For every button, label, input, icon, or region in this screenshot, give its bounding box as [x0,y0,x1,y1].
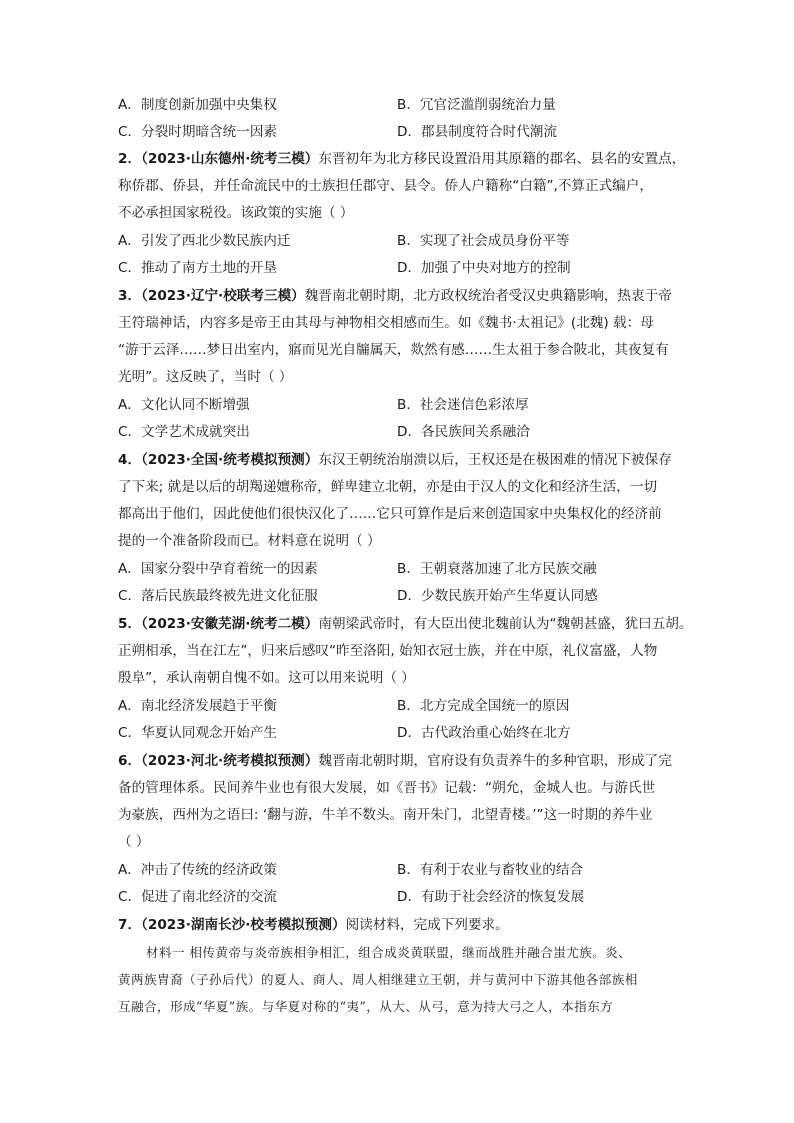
q3-option-a[interactable]: A．文化认同不断增强 [118,397,250,413]
q4-stem-line-2: 了下来; 就是以后的胡羯递嬗称帝，鲜卑建立北朝，亦是由于汉人的文化和经济生活，一切 [118,479,658,495]
q2-text-1: 东晋初年为北方移民设置沿用其原籍的郡名、县名的安置点， [318,151,686,167]
q3-stem-line-1 [118,287,672,305]
q3-stem-line-2: 王符瑞神话，内容多是帝王由其母与神物相交相感而生。如《魏书·太祖记》(北魏) 载：母 [118,315,654,331]
q3-option-c[interactable]: C．文学艺术成就突出 [118,424,250,440]
q5-text-1: 南朝梁武帝时，有大臣出使北魏前认为“魏朝甚盛，犹曰五胡。 [318,616,693,632]
q6-stem-line-4: （ ） [118,834,150,850]
q4-number: 4． [118,452,142,468]
q4-stem-line-1 [118,451,672,469]
q4-stem-line-3: 都高出于他们，因此使他们很快汉化了……它只可算作是后来创造国家中央集权化的经济前 [118,506,662,522]
q3-number: 3． [118,288,142,304]
q3-option-d[interactable]: D．各民族间关系融洽 [397,424,530,440]
q1-option-b[interactable]: B．冗官泛滥削弱统治力量 [397,97,556,113]
q4-option-b[interactable]: B．王朝衰落加速了北方民族交融 [397,561,597,577]
q3-stem-line-4: 光明”。这反映了，当时（ ） [118,369,293,385]
q5-option-d[interactable]: D．古代政治重心始终在北方 [397,725,571,741]
q2-stem-line-2: 称侨郡、侨县，并任命流民中的士族担任郡守、县令。侨人户籍称“白籍”,不算正式编户， [118,178,653,194]
q6-number: 6． [118,753,142,769]
q7-source: （2023·湖南长沙·校考模拟预测） [141,917,346,933]
q2-number: 2． [118,151,142,167]
q2-source: （2023·山东德州·统考三模） [141,151,319,167]
q6-stem-line-3: 为豪族，西州为之语曰: ‘翻与游，牛羊不数头。南开朱门，北望青楼。’”这一时期的养牛业 [118,807,653,823]
q4-stem-line-4: 提的一个准备阶段而已。材料意在说明（ ） [118,533,381,549]
q3-source: （2023·辽宁·校联考三模） [141,288,305,304]
q5-stem-line-3: 殷阜”，承认南朝自愧不如。这可以用来说明（ ） [118,670,415,686]
q4-option-a[interactable]: A．国家分裂中孕育着统一的因素 [118,561,318,577]
q4-option-d[interactable]: D．少数民族开始产生华夏认同感 [397,588,598,604]
q3-option-b[interactable]: B．社会迷信色彩浓厚 [397,397,529,413]
q7-prompt: 阅读材料，完成下列要求。 [345,917,509,933]
q7-number: 7． [118,917,142,933]
q2-option-d[interactable]: D．加强了中央对地方的控制 [397,260,571,276]
q5-number: 5． [118,616,142,632]
q1-option-d[interactable]: D．郡县制度符合时代潮流 [397,124,557,140]
q6-option-c[interactable]: C．促进了南北经济的交流 [118,889,278,905]
q2-option-b[interactable]: B．实现了社会成员身份平等 [397,233,570,249]
q4-option-c[interactable]: C．落后民族最终被先进文化征服 [118,588,318,604]
q5-source: （2023·安徽芜湖·统考二模） [141,616,319,632]
q6-source: （2023·河北·统考模拟预测） [141,753,319,769]
q6-stem-line-2: 备的管理体系。民间养牛业也有很大发展，如《晋书》记载：“朔允，金城人也。与游氏世 [118,780,656,796]
q6-stem-line-1 [118,752,672,770]
q6-option-a[interactable]: A．冲击了传统的经济政策 [118,862,277,878]
q5-option-b[interactable]: B．北方完成全国统一的原因 [397,698,570,714]
q4-source: （2023·全国·统考模拟预测） [141,452,319,468]
q7-stem-line-1 [118,916,509,934]
q1-option-a[interactable]: A．制度创新加强中央集权 [118,97,277,113]
q6-option-d[interactable]: D．有助于社会经济的恢复发展 [397,889,585,905]
q5-option-a[interactable]: A．南北经济发展趋于平衡 [118,698,277,714]
q2-option-a[interactable]: A．引发了西北少数民族内迁 [118,233,291,249]
q5-option-c[interactable]: C．华夏认同观念开始产生 [118,725,278,741]
q6-text-1: 魏晋南北朝时期，官府设有负责养牛的多种官职，形成了完 [318,753,672,769]
q1-option-c[interactable]: C．分裂时期暗含统一因素 [118,124,278,140]
q2-stem-line-3: 不必承担国家税役。该政策的实施（ ） [118,205,354,221]
q2-option-c[interactable]: C．推动了南方土地的开垦 [118,260,278,276]
q3-text-1: 魏晋南北朝时期，北方政权统治者受汉史典籍影响，热衷于帝 [304,288,672,304]
q2-stem-line-1 [118,150,685,168]
q6-option-b[interactable]: B．有利于农业与畜牧业的结合 [397,862,584,878]
q7-material-line-1: 材料一 相传黄帝与炎帝族相争相汇，组合成炎黄联盟，继而战胜并融合蚩尤族。炎、 [146,945,632,960]
q3-stem-line-3: “游于云泽……梦日出室内，寤而见光自牖属天，欻然有感……生太祖于参合陂北，其夜复有 [118,342,669,358]
q7-material-line-2: 黄两族胄裔（子孙后代）的夏人、商人、周人相继建立王朝，并与黄河中下游其他各部族相 [118,972,638,987]
q7-material-line-3: 互融合，形成“华夏”族。与华夏对称的“夷”，从大、从弓，意为持大弓之人，本指东方 [118,999,614,1014]
q4-text-1: 东汉王朝统治崩溃以后，王权还是在极困难的情况下被保存 [318,452,672,468]
q5-stem-line-2: 正朔相承，当在江左”，归来后感叹“昨至洛阳, 始知衣冠士族，并在中原，礼仪富盛，人物 [118,643,658,659]
q5-stem-line-1 [118,615,692,633]
